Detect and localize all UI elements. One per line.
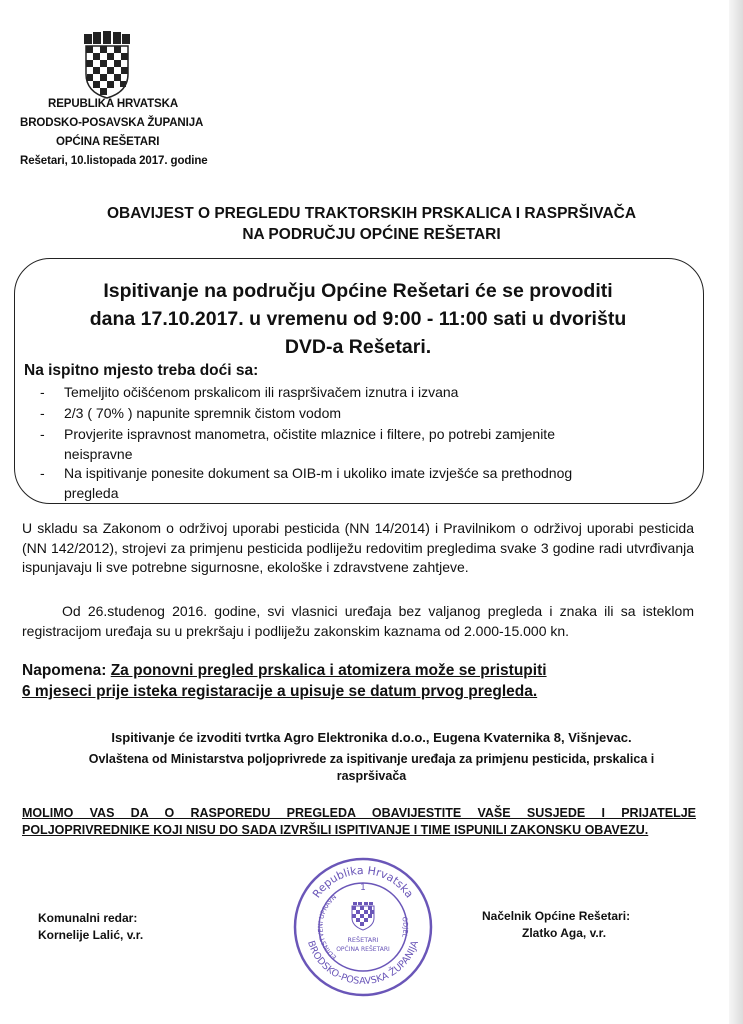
note-text-1: Za ponovni pregled prskalica i atomizera može se pristupiti	[110, 662, 547, 679]
svg-text:OPĆINA REŠETARI: OPĆINA REŠETARI	[336, 946, 390, 953]
official-stamp	[292, 856, 434, 998]
requirements-label: Na ispitno mjesto treba doći sa:	[24, 362, 259, 379]
info-box-heading-line3: DVD-a Rešetari.	[284, 336, 432, 358]
header-country: REPUBLIKA HRVATSKA	[48, 98, 179, 110]
info-box-heading-line1: Ispitivanje na području Općine Rešetari će se provoditi	[103, 280, 613, 302]
authorization-line1: Ovlaštena od Ministarstva poljoprivrede za ispitivanje uređaja za primjenu pesticida, prskalica i	[88, 752, 655, 766]
document-title-line2: NA PODRUČJU OPĆINE REŠETARI	[242, 226, 501, 243]
note-line1	[22, 662, 547, 680]
header-municipality: OPĆINA REŠETARI	[56, 136, 160, 148]
company-line: Ispitivanje će izvoditi tvrtka Agro Elektronika d.o.o., Eugena Kvaternika 8, Višnjevac.	[111, 730, 632, 745]
svg-text:ODJEL: ODJEL	[400, 916, 410, 939]
svg-text:JEDINSTVENI UPRAVNI: EDINSTVENI UPRAVN	[316, 892, 339, 962]
header-date: Rešetari, 10.listopada 2017. godine	[20, 155, 208, 167]
list-item: - Na ispitivanje ponesite dokument sa OIB-m i ukoliko imate izvješće sa prethodnog	[40, 465, 573, 481]
svg-text:1: 1	[360, 883, 366, 893]
list-item-continuation: pregleda	[64, 485, 119, 501]
right-signature-role: Načelnik Općine Rešetari:	[482, 909, 631, 923]
document-title-line1: OBAVIJEST O PREGLEDU TRAKTORSKIH PRSKALICA I RASPRŠIVAČA	[106, 205, 637, 222]
left-signature-name: Kornelije Lalić, v.r.	[38, 928, 144, 942]
list-item: - Temeljito očišćenom prskalicom ili raspršivačem iznutra i izvana	[40, 384, 459, 400]
list-item: - 2/3 ( 70% ) napunite spremnik čistom vodom	[40, 405, 342, 421]
header-county: BRODSKO-POSAVSKA ŽUPANIJA	[20, 117, 204, 129]
note-text-2: 6 mjeseci prije isteka registaracije a upisuje se datum prvog pregleda.	[22, 683, 538, 700]
svg-text:Republika Hrvatska: Republika Hrvatska	[310, 863, 416, 901]
left-signature-role: Komunalni redar:	[38, 911, 138, 925]
request-notice: MOLIMO VAS DA O RASPOREDU PREGLEDA OBAVIJESTITE VAŠE SUSJEDE I PRIJATELJE POLJOPRIVREDNIKE KOJI NISU DO SADA IZVRŠILI ISPITIVANJE I TIME ISPUNILI ZAKONSKU OBAVEZU.	[22, 806, 696, 837]
law-paragraph: U skladu sa Zakonom o održivoj uporabi pesticida (NN 14/2014) i Pravilnikom o održivoj uporabi pesticida (NN 142/2012), strojevi za primjenu pesticida podliježu redovitim pregledima svake 3 godine radi utvrđivanja ispunjavaju li sve potrebne sigurnosne, ekološke i zdravstvene zahtjeve.	[22, 520, 694, 575]
note-label: Napomena:	[22, 662, 107, 679]
svg-text:REŠETARI: REŠETARI	[347, 936, 379, 944]
authorization-line2: raspršivača	[336, 769, 407, 783]
svg-text:BRODSKO-POSAVSKA ŽUPANIJA: BRODSKO-POSAVSKA ŽUPANIJA	[305, 939, 421, 988]
note-line2	[22, 683, 537, 701]
list-item-continuation: neispravne	[64, 446, 133, 462]
info-box-heading-line2: dana 17.10.2017. u vremenu od 9:00 - 11:00 sati u dvorištu	[89, 308, 627, 330]
page-edge-shadow	[729, 0, 743, 1024]
right-signature-name: Zlatko Aga, v.r.	[522, 926, 607, 940]
list-item: - Provjerite ispravnost manometra, očistite mlaznice i filtere, po potrebi zamjenite	[40, 426, 555, 442]
croatian-coat-of-arms-icon	[82, 30, 132, 100]
penalty-paragraph: Od 26.studenog 2016. godine, svi vlasnici uređaja bez valjanog pregleda i znaka ili sa isteklom registracijom uređaja su u prekršaju i podliježu zakonskim kaznama od 2.000-15.000 kn.	[22, 603, 694, 639]
